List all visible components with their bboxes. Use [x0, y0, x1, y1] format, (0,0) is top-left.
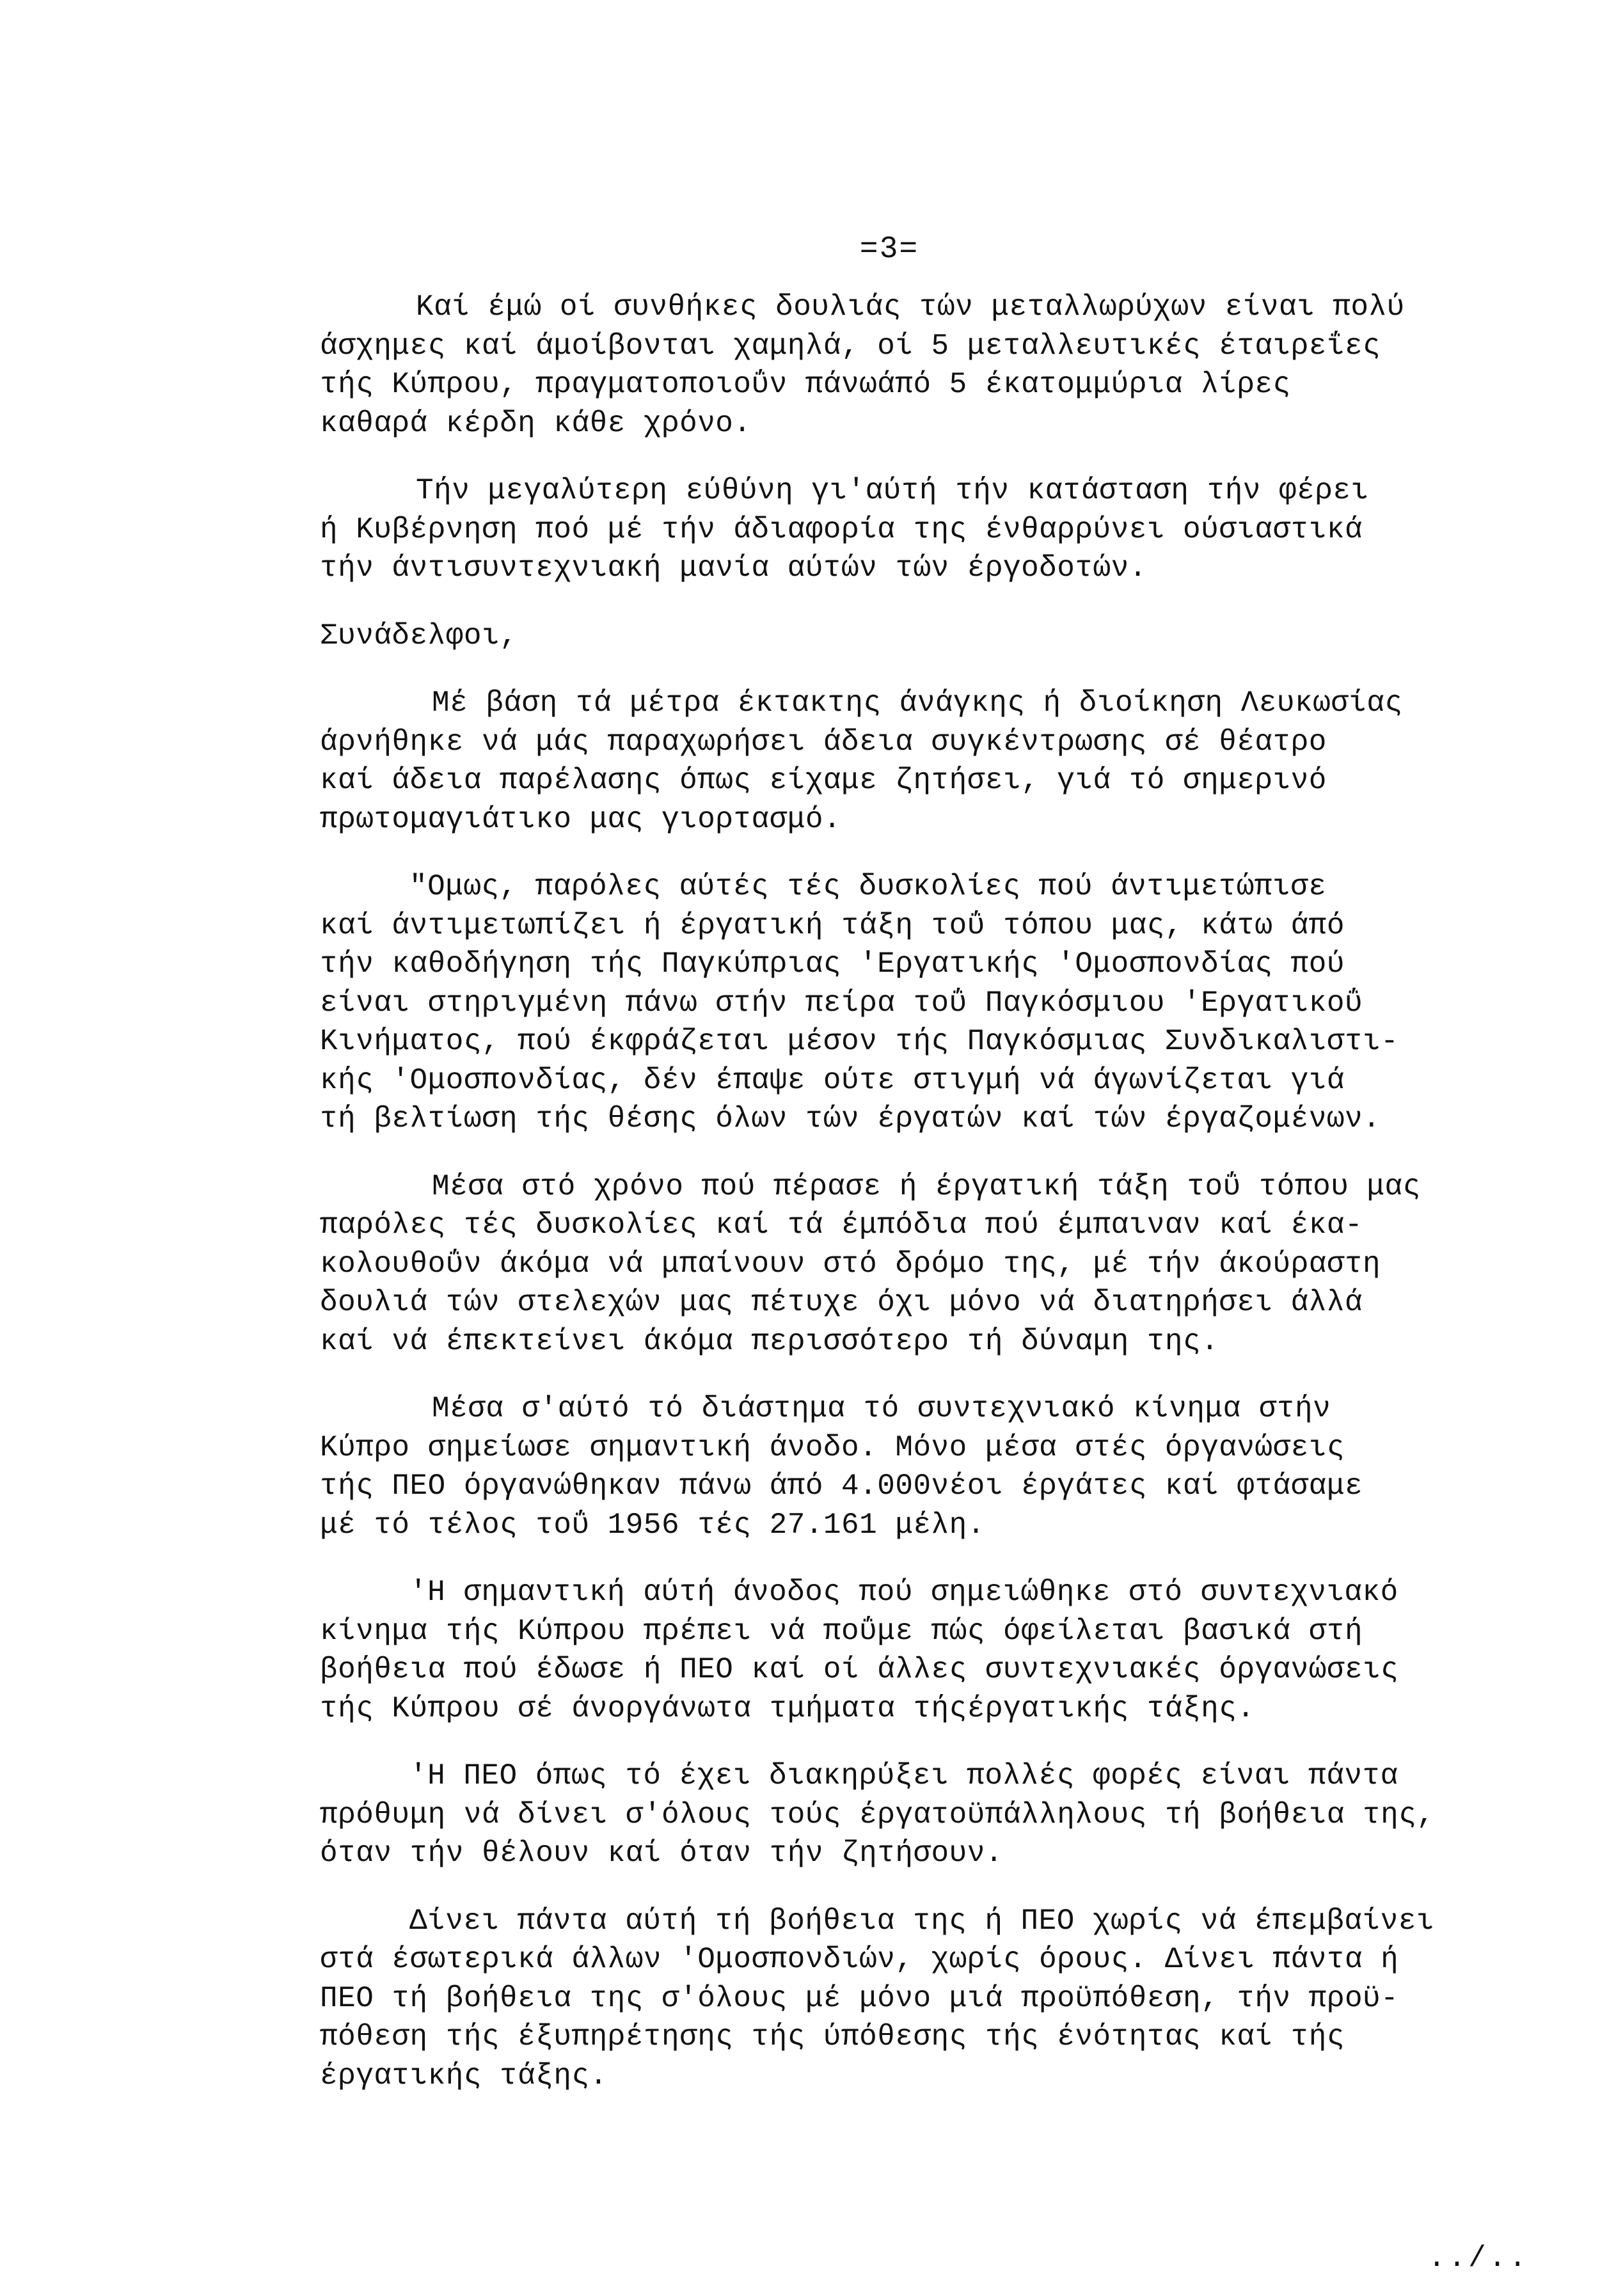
- paragraph-assistance: [320, 1573, 1548, 1728]
- text-line: τής Κύπρου σέ άνοργάνωτα τμήματα τήςέργατικής τάξης.: [320, 1691, 1255, 1725]
- paragraph-government: [320, 471, 1548, 588]
- text-line: καί νά έπεκτείνει άκόμα περισσότερο τή δύναμη της.: [320, 1324, 1219, 1358]
- text-line: πρωτομαγιάτικο μας γιορτασμό.: [320, 802, 842, 836]
- text-line: στά έσωτερικά άλλων 'Ομοσπονδιών, χωρίς όρους. Δίνει πάντα ή: [320, 1943, 1399, 1976]
- text-line: πόθεση τής έξυπηρέτησης τής ύπόθεσης τής ένότητας καί τής: [320, 2020, 1345, 2054]
- text-line: Δίνει πάντα αύτή τή βοήθεια της ή ΠΕΟ χωρίς νά έπεμβαίνει: [409, 1904, 1434, 1938]
- text-line: τή βελτίωση τής θέσης όλων τών έργατών καί τών έργαζομένων.: [320, 1102, 1381, 1136]
- paragraph-past-year: [320, 1168, 1548, 1361]
- text-line: μέ τό τέλος τοΰ 1956 τές 27.161 μέλη.: [320, 1508, 985, 1542]
- text-line: Μέσα στό χρόνο πού πέρασε ή έργατική τάξη τοΰ τόπου μας: [432, 1169, 1421, 1203]
- text-line: άρνήθηκε νά μάς παραχωρήσει άδεια συγκέντρωσης σέ θέατρο: [320, 725, 1327, 759]
- text-line: είναι στηριγμένη πάνω στήν πείρα τοΰ Παγκόσμιου 'Εργατικοΰ: [320, 986, 1363, 1020]
- text-line: Μέσα σ'αύτό τό διάστημα τό συντεχνιακό κίνημα στήν: [432, 1392, 1331, 1425]
- text-line: 'Η ΠΕΟ όπως τό έχει διακηρύξει πολλές φορές είναι πάντα: [409, 1759, 1398, 1793]
- text-line: Τήν μεγαλύτερη εύθύνη γι'αύτή τήν κατάσταση τήν φέρει: [416, 474, 1369, 507]
- text-line: ΠΕΟ τή βοήθεια της σ'όλους μέ μόνο μιά προϋπόθεση, τήν προϋ-: [320, 1981, 1399, 2015]
- text-line: δουλιά τών στελεχών μας πέτυχε όχι μόνο νά διατηρήσει άλλά: [320, 1286, 1363, 1319]
- text-line: όταν τήν θέλουν καί όταν τήν ζητήσουν.: [320, 1837, 1003, 1870]
- text-line: κίνημα τής Κύπρου πρέπει νά ποΰμε πώς όφείλεται βασικά στή: [320, 1614, 1363, 1648]
- text-line: τής Κύπρου, πραγματοποιοΰν πάνωάπό 5 έκατομμύρια λίρες: [320, 368, 1291, 401]
- text-line: 'Η σημαντική αύτή άνοδος πού σημειώθηκε στό συντεχνιακό: [409, 1576, 1398, 1609]
- text-line: καθαρά κέρδη κάθε χρόνο.: [320, 406, 752, 440]
- paragraph-miners: [320, 288, 1548, 443]
- text-line: τής ΠΕΟ όργανώθηκαν πάνω άπό 4.000νέοι έργάτες καί φτάσαμε: [320, 1469, 1363, 1503]
- paragraph-salutation: [320, 617, 1548, 656]
- continuation-mark: ../..: [1427, 2242, 1529, 2275]
- document-body: [320, 288, 1548, 2124]
- paragraph-federation: [320, 867, 1548, 1139]
- text-line: πρόθυμη νά δίνει σ'όλους τούς έργατοϋπάλληλους τή βοήθεια της,: [320, 1798, 1435, 1832]
- text-line: βοήθεια πού έδωσε ή ΠΕΟ καί οί άλλες συντεχνιακές όργανώσεις: [320, 1653, 1399, 1686]
- text-line: "Ομως, παρόλες αύτές τές δυσκολίες πού άντιμετώπισε: [409, 870, 1327, 903]
- text-line: Κύπρο σημείωσε σημαντική άνοδο. Μόνο μέσα στές όργανώσεις: [320, 1430, 1345, 1464]
- text-line: καί άντιμετωπίζει ή έργατική τάξη τοΰ τόπου μας, κάτω άπό: [320, 908, 1345, 942]
- text-line: κολουθοΰν άκόμα νά μπαίνουν στό δρόμο της, μέ τήν άκούραστη: [320, 1247, 1381, 1281]
- text-line: ή Κυβέρνηση ποό μέ τήν άδιαφορία της ένθαρρύνει ούσιαστικά: [320, 512, 1363, 546]
- text-line: Μέ βάση τά μέτρα έκτακτης άνάγκης ή διοίκηση Λευκωσίας: [432, 686, 1403, 720]
- paragraph-peo-willing: [320, 1757, 1548, 1873]
- paragraph-growth: [320, 1389, 1548, 1544]
- text-line: κής 'Ομοσπονδίας, δέν έπαψε ούτε στιγμή νά άγωνίζεται γιά: [320, 1063, 1345, 1097]
- paragraph-emergency-measures: [320, 684, 1548, 839]
- page-number: =3=: [859, 232, 919, 267]
- paragraph-unity: [320, 1902, 1548, 2096]
- text-line: έργατικής τάξης.: [320, 2059, 608, 2093]
- text-line: καί άδεια παρέλασης όπως είχαμε ζητήσει, γιά τό σημερινό: [320, 764, 1327, 797]
- text-line: τήν άντισυντεχνιακή μανία αύτών τών έργοδοτών.: [320, 551, 1147, 585]
- text-line: άσχημες καί άμοίβονται χαμηλά, οί 5 μεταλλευτικές έταιρεΐες: [320, 329, 1381, 363]
- text-line: Καί έμώ οί συνθήκες δουλιάς τών μεταλλωρύχων είναι πολύ: [416, 290, 1405, 324]
- text-line: Συνάδελφοι,: [320, 619, 518, 653]
- text-line: τήν καθοδήγηση τής Παγκύπριας 'Εργατικής 'Ομοσπονδίας πού: [320, 947, 1345, 981]
- text-line: παρόλες τές δυσκολίες καί τά έμπόδια πού έμπαιναν καί έκα-: [320, 1208, 1363, 1242]
- text-line: Κινήματος, πού έκφράζεται μέσον τής Παγκόσμιας Συνδικαλιστι-: [320, 1025, 1399, 1058]
